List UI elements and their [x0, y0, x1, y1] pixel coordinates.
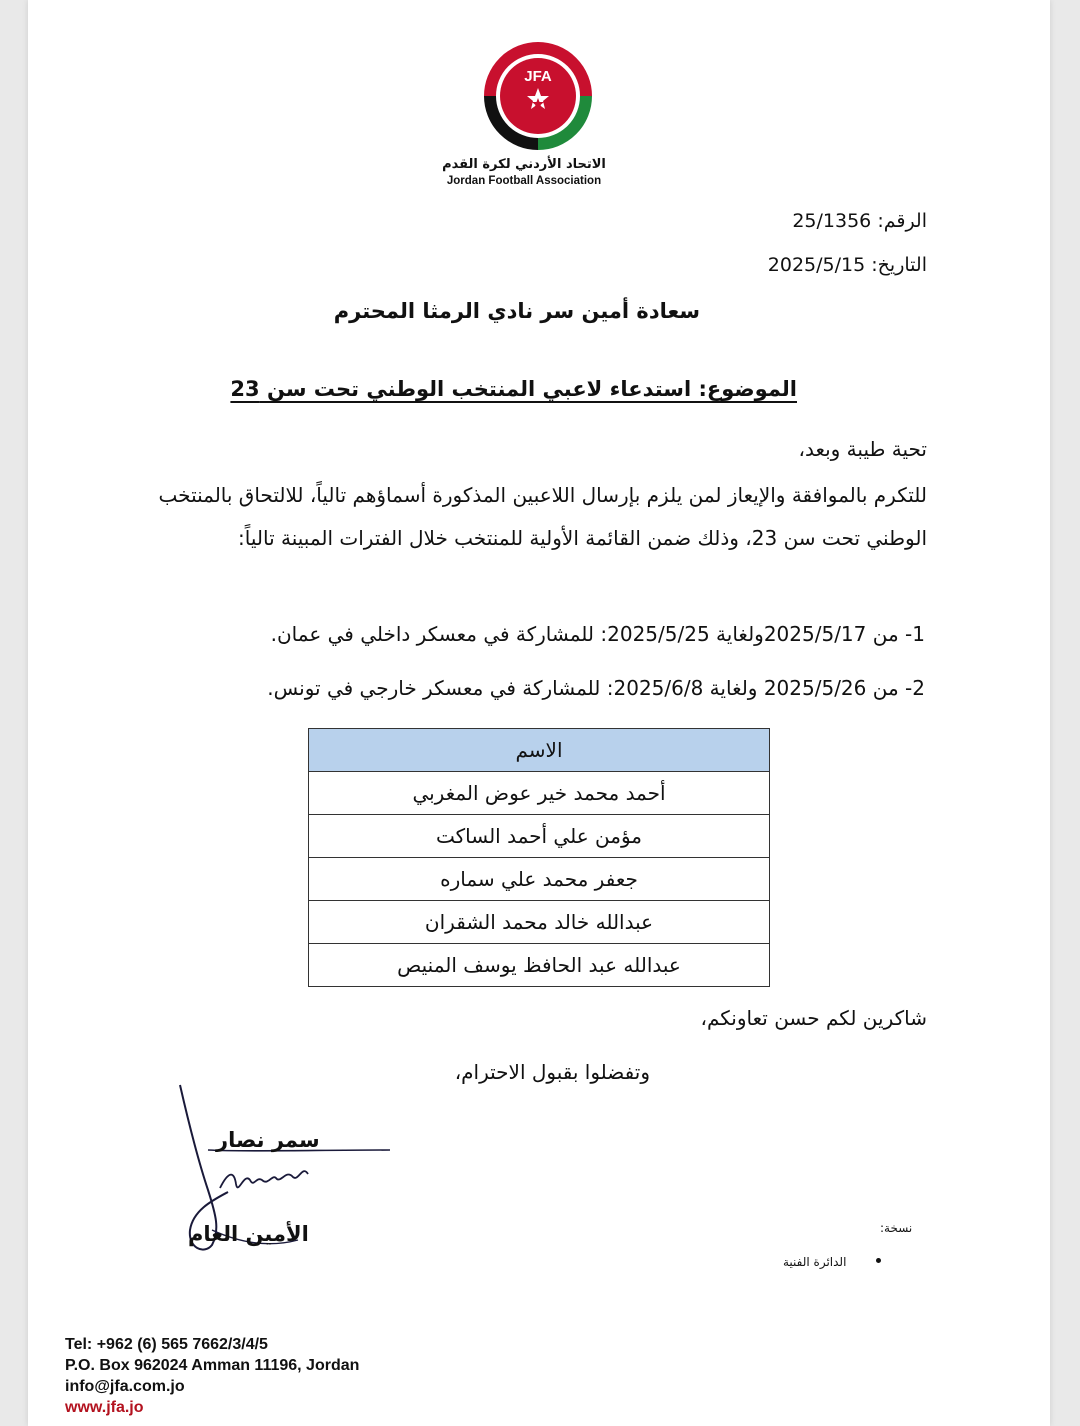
- player-name: عبدالله خالد محمد الشقران: [309, 901, 770, 944]
- player-name: أحمد محمد خير عوض المغربي: [309, 772, 770, 815]
- table-header-name: الاسم: [309, 729, 770, 772]
- closing-regards: وتفضلوا بقبول الاحترام،: [454, 1060, 650, 1084]
- body-paragraph: للتكرم بالموافقة والإيعاز لمن يلزم بإرسال اللاعبين المذكورة أسماؤهم تالياً، للالتحاق بالمنتخب الوطني تحت سن 23، وذلك ضمن القائمة الأولية للمنتخب خلال الفترات المبينة تالياً:: [158, 483, 927, 550]
- cc-label: نسخة:: [880, 1221, 913, 1235]
- table-row: [309, 858, 770, 901]
- reference-number: [792, 210, 927, 232]
- player-name: مؤمن علي أحمد الساكت: [309, 815, 770, 858]
- date-label: التاريخ:: [871, 254, 927, 276]
- period-item-1: 1- من 2025/5/17ولغاية 2025/5/25: للمشاركة في معسكر داخلي في عمان.: [270, 622, 925, 646]
- recipient: سعادة أمين سر نادي الرمثا المحترم: [333, 299, 700, 323]
- players-table: [308, 728, 770, 987]
- greeting: تحية طيبة وبعد،: [798, 437, 927, 461]
- table-row: [309, 901, 770, 944]
- signatory-title: الأمين العام: [188, 1222, 309, 1246]
- subject-line: الموضوع: استدعاء لاعبي المنتخب الوطني تحت سن 23: [230, 377, 797, 401]
- table-row: [309, 944, 770, 987]
- org-name-en: Jordan Football Association: [446, 175, 602, 187]
- table-row: [309, 772, 770, 815]
- footer-tel: Tel: +962 (6) 565 7662/3/4/5: [65, 1336, 268, 1353]
- table-header-row: [309, 729, 770, 772]
- table-row: [309, 815, 770, 858]
- period-item-2: 2- من 2025/5/26 ولغاية 2025/6/8: للمشاركة في معسكر خارجي في تونس.: [267, 676, 925, 700]
- bullet-icon: [876, 1258, 881, 1263]
- closing-thanks: شاكرين لكم حسن تعاونكم،: [700, 1006, 927, 1030]
- jfa-logo-icon: [478, 36, 598, 156]
- date-value: 2025/5/15: [767, 254, 866, 276]
- player-name: عبدالله عبد الحافظ يوسف المنيص: [309, 944, 770, 987]
- org-name-ar: الاتحاد الأردني لكرة القدم: [442, 157, 606, 172]
- ref-label: الرقم:: [877, 210, 927, 232]
- ref-value: 25/1356: [792, 210, 872, 232]
- cc-item: الدائرة الفنية: [783, 1255, 847, 1269]
- letter-page: [28, 0, 1050, 1426]
- footer-website[interactable]: www.jfa.jo: [65, 1399, 144, 1416]
- player-name: جعفر محمد علي سماره: [309, 858, 770, 901]
- footer-email[interactable]: info@jfa.com.jo: [65, 1378, 185, 1395]
- footer-pobox: P.O. Box 962024 Amman 11196, Jordan: [65, 1357, 360, 1374]
- logo-abbr: JFA: [524, 68, 552, 85]
- signatory-name: سمر نصار: [216, 1128, 320, 1152]
- letter-date: [768, 254, 927, 276]
